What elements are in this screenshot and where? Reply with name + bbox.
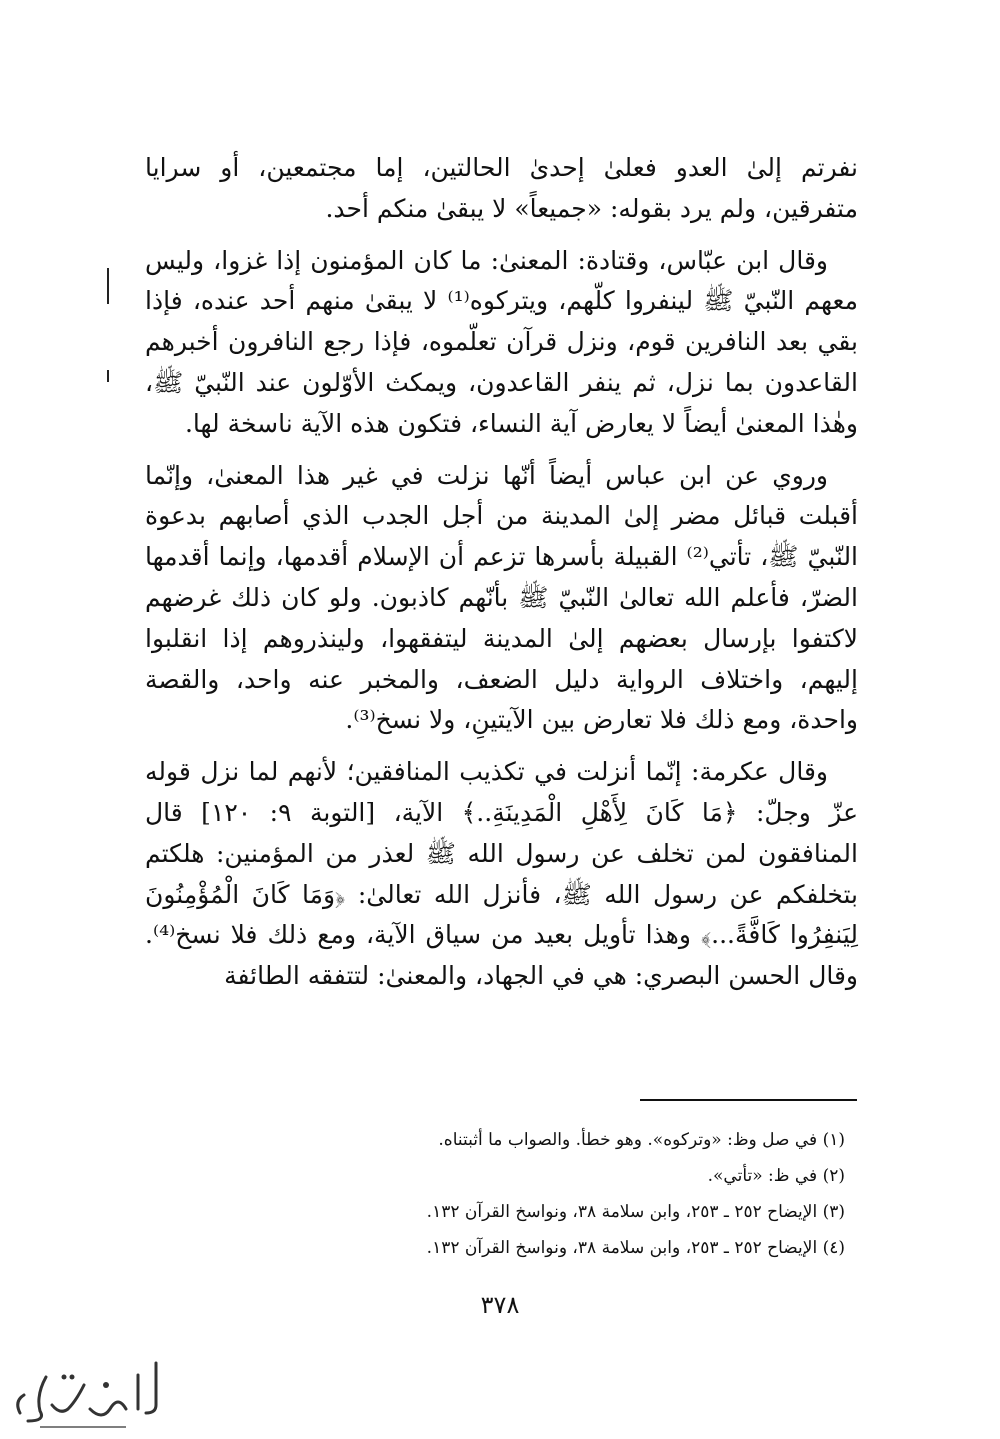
footnote: (٣) الإيضاح ٢٥٢ ـ ٢٥٣، وابن سلامة ٣٨، ونواسخ القرآن ١٣٢.: [426, 1202, 845, 1222]
margin-mark: [107, 370, 109, 382]
footnote: (٤) الإيضاح ٢٥٢ ـ ٢٥٣، وابن سلامة ٣٨، ونواسخ القرآن ١٣٢.: [426, 1238, 845, 1258]
paragraph: نفرتم إلىٰ العدو فعلىٰ إحدىٰ الحالتين، إما مجتمعين، أو سرايا متفرقين، ولم يرد بقوله: «جميعاً» لا يبقىٰ منكم أحد.: [145, 153, 858, 223]
margin-mark: [107, 268, 109, 304]
paragraph: وقال عكرمة: إنّما أنزلت في تكذيب المنافقين؛ لأنهم لما نزل قوله عزّ وجلّ: ﴿مَا كَانَ لِأَهْلِ الْمَدِينَةِ..﴾ الآية، [التوبة ٩: ١٢٠] قال المنافقون لمن تخلف عن رسول الله ﷺ لعذر من المؤمنين: هلكتم بتخلفكم عن رسول الله ﷺ، فأنزل الله تعالىٰ: ﴿وَمَا كَانَ الْمُؤْمِنُونَ لِيَنفِرُوا كَافَّةً...﴾ وهذا تأويل بعيد من سياق الآية، ومع ذلك فلا نسخ⁽⁴⁾. وقال الحسن البصري: هي في الجهاد، والمعنىٰ: لتتفقه الطائفة: [145, 757, 858, 991]
paragraph: وروي عن ابن عباس أيضاً أنّها نزلت في غير هذا المعنىٰ، وإنّما أقبلت قبائل مضر إلىٰ المدينة من أجل الجدب الذي أصابهم بدعوة النّبيّ ﷺ، تأتي⁽²⁾ القبيلة بأسرها تزعم أن الإسلام أقدمها، وإنما أقدمها الضرّ، فأعلم الله تعالىٰ النّبيّ ﷺ بأنّهم كاذبون. ولو كان ذلك غرضهم لاكتفوا بإرسال بعضهم إلىٰ المدينة ليتفقهوا، ولينذروهم إذا انقلبوا إليهم، واختلاف الرواية دليل الضعف، والمخبر عنه واحد، والقصة واحدة، ومع ذلك فلا تعارض بين الآيتينِ، ولا نسخ⁽³⁾.: [145, 460, 859, 735]
body-text: [145, 148, 858, 1008]
paragraph: وقال ابن عبّاس، وقتادة: المعنىٰ: ما كان المؤمنون إذا غزوا، وليس معهم النّبيّ ﷺ لينفروا كلّهم، ويتركوه⁽¹⁾ لا يبقىٰ منهم أحد عنده، فإذا بقي بعد النافرين قوم، ونزل قرآن تعلّموه، فإذا رجع النافرون أخبرهم القاعدون بما نزل، ثم ينفر القاعدون، ويمكث الأوّلون عند النّبيّ ﷺ، وهٰذا المعنىٰ أيضاً لا يعارض آية النساء، فتكون هذه الآية ناسخة لها.: [145, 245, 858, 438]
footnote: (٢) في ظ: «تأتي».: [707, 1166, 845, 1186]
footnotes: [145, 1122, 845, 1266]
page-number: ٣٧٨: [480, 1291, 520, 1319]
calligraphy-logo-icon: [6, 1355, 166, 1433]
footnote-separator: [640, 1099, 857, 1101]
footnote: (١) في صل وظ: «وتركوه». وهو خطأ. والصواب ما أثبتناه.: [438, 1130, 845, 1150]
